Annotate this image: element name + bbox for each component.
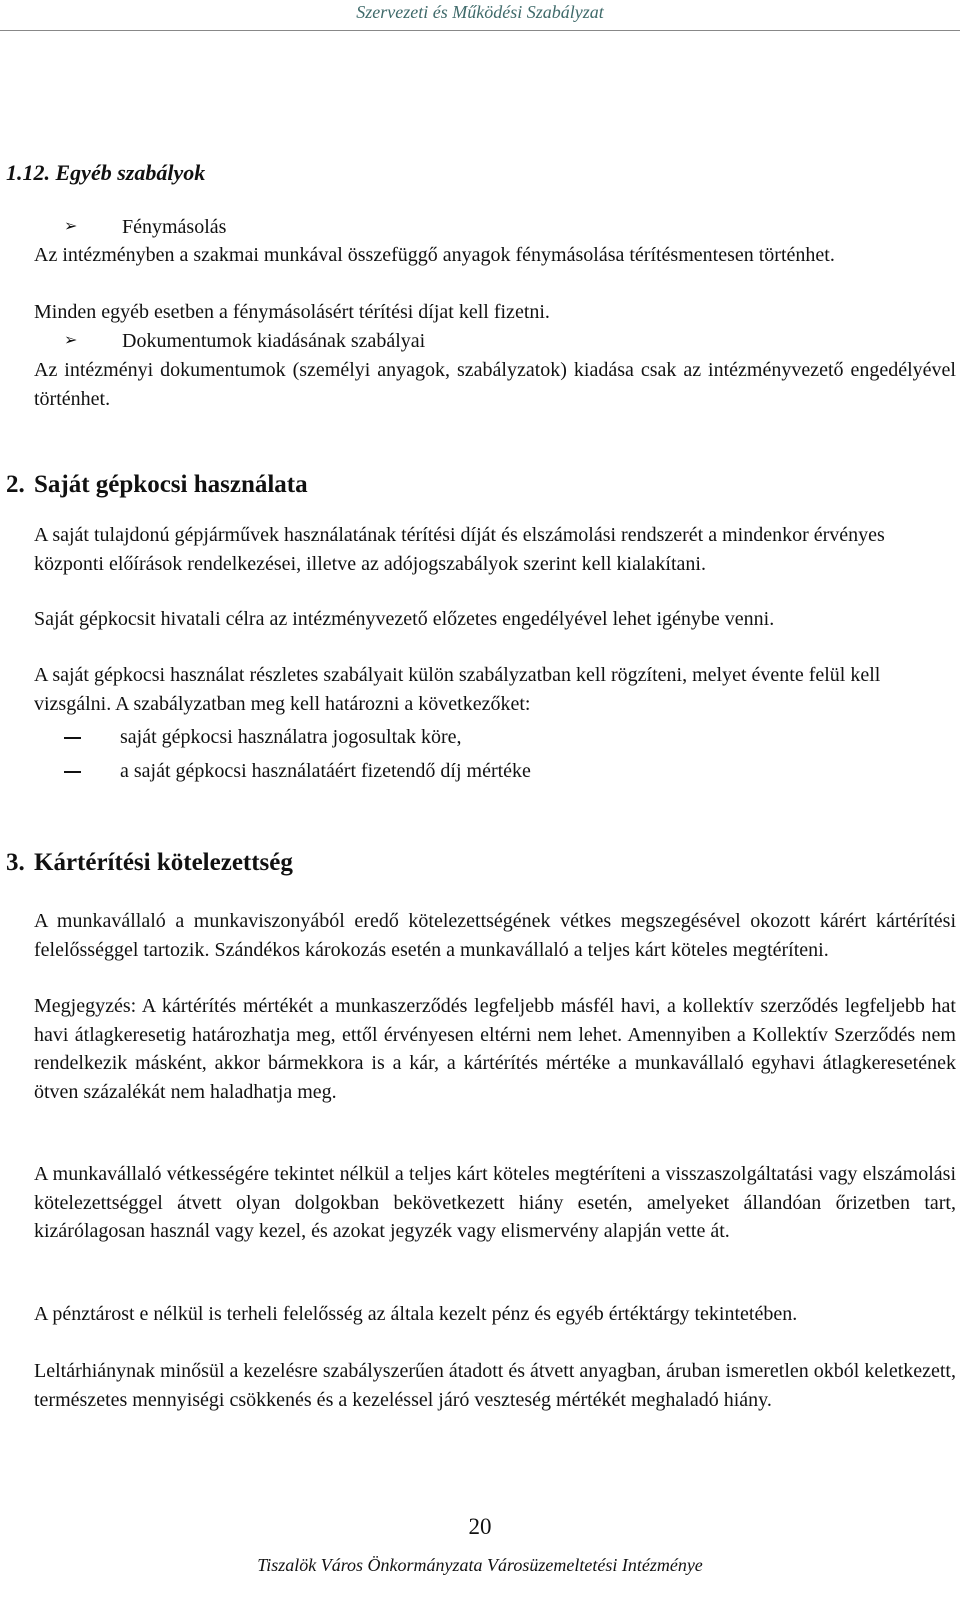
paragraph-fenymasolas-1: Az intézményben a szakmai munkával összefüggő anyagok fénymásolása térítésmentesen történhet. [34,244,835,266]
running-header [0,0,960,32]
paragraph-gepkocsi-2: Saját gépkocsit hivatali célra az intézményvezető előzetes engedélyével lehet igénybe venni. [34,608,775,630]
header-rule [0,30,960,31]
page-number: 20 [468,1514,492,1539]
section-number: 2. [6,471,25,498]
header-title: Szervezeti és Működési Szabályzat [356,2,604,22]
paragraph-karterites-1: A munkavállaló a munkaviszonyából eredő kötelezettségének vétkes megszegésével okozott kárért kártérítési felelősséggel tartozik. Szándékos károkozás esetén a munkavállaló a teljes kárt köteles megtéríteni. [34,910,956,961]
bullet-label: Fénymásolás [122,216,227,238]
paragraph-penztaros: A pénztárost e nélkül is terheli felelősség az általa kezelt pénz és egyéb értéktárgy tekintetében. [34,1303,798,1325]
paragraph-gepkocsi-1: A saját tulajdonú gépjárművek használatának térítési díját és elszámolási rendszerét a mindenkor érvényes központi előírások rendelkezései, illetve az adójogszabályok szerint kell kialakítani. [34,524,885,575]
arrow-bullet-icon: ➢ [64,332,78,349]
list-item-text: saját gépkocsi használatra jogosultak köre, [120,726,462,748]
paragraph-leltarhiany: Leltárhiánynak minősül a kezelésre szabályszerűen átadott és átvett anyagban, áruban ismeretlen okból keletkezett, természetes mennyiségi csökkenés és a kezeléssel járó veszteség mértékét meghaladó hiány. [34,1360,956,1411]
paragraph-gepkocsi-3: A saját gépkocsi használat részletes szabályait külön szabályzatban kell rögzíteni, melyet évente felül kell vizsgálni. A szabályzatban meg kell határozni a következőket: [34,664,881,715]
section-heading-1-12: 1.12. Egyéb szabályok [6,160,206,185]
bullet-label: Dokumentumok kiadásának szabályai [122,330,426,352]
section-title: Saját gépkocsi használata [34,471,308,498]
arrow-bullet-icon: ➢ [64,218,78,235]
paragraph-fenymasolas-2: Minden egyéb esetben a fénymásolásért térítési díjat kell fizetni. [34,301,550,323]
paragraph-dokumentumok: Az intézményi dokumentumok (személyi anyagok, szabályzatok) kiadása csak az intézményvezető engedélyével történhet. [34,359,956,410]
list-item-text: a saját gépkocsi használatáért fizetendő díj mértéke [120,760,531,782]
section-title: Kártérítési kötelezettség [34,849,293,876]
section-number: 3. [6,849,25,876]
paragraph-karterites-vetkesseg: A munkavállaló vétkességére tekintet nélkül a teljes kárt köteles megtéríteni a visszaszolgáltatási vagy elszámolási kötelezettséggel átvett olyan dolgokban bekövetkezett hiány esetén, amelyeket állandóan őrizetben tart, kizárólagosan használ vagy kezel, és azokat jegyzék vagy elismervény alapján vette át. [34,1163,956,1242]
page-footer: Tiszalök Város Önkormányzata Városüzemeltetési Intézménye [257,1555,703,1575]
paragraph-karterites-megjegyzes: Megjegyzés: A kártérítés mértékét a munkaszerződés legfeljebb másfél havi, a kollektív szerződés legfeljebb hat havi átlagkeresetig határozhatja meg, ettől érvényesen eltérni nem lehet. Amennyiben a Kollektív Szerződés nem rendelkezik másként, akkor bármekkora is a kár, a kártérítés mértéke a munkavállaló egyhavi átlagkeresetének ötven százalékát nem haladhatja meg. [34,995,956,1103]
